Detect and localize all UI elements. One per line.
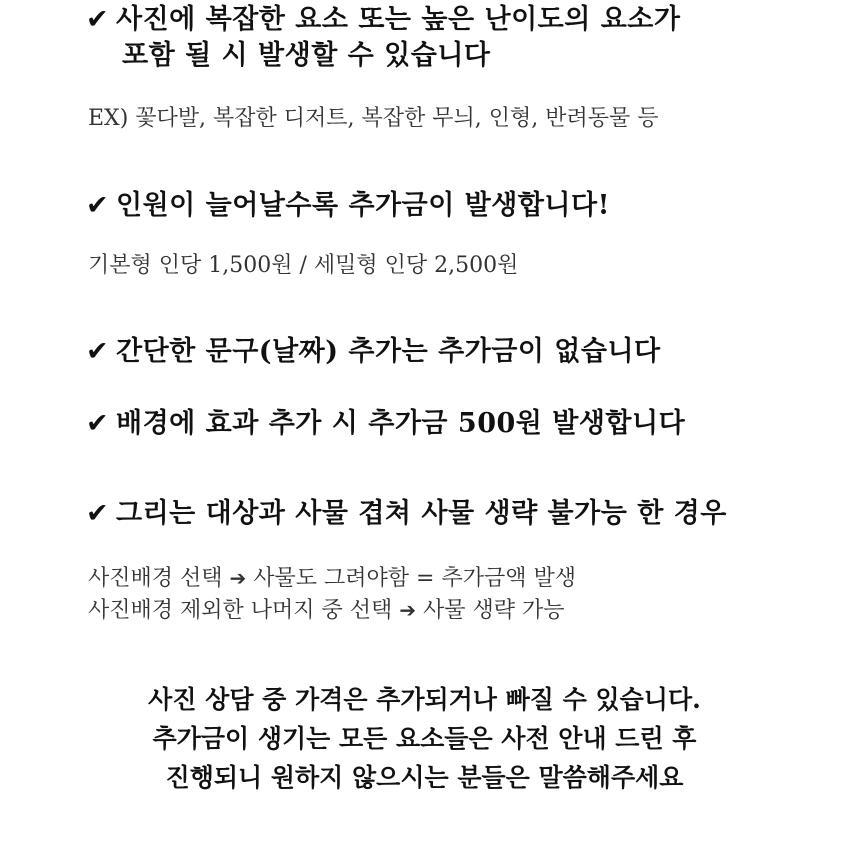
notice-line-2: 추가금이 생기는 모든 요소들은 사전 안내 드린 후 [152,724,697,753]
closing-notice [0,680,849,797]
result-omit-object: 사물 생략 가능 [423,598,565,623]
result-extra-charge: 사물도 그려야함 = 추가금액 발생 [253,566,576,591]
section-4-heading [86,406,685,442]
arrow-right-icon: ➔ [229,566,247,590]
section-2-heading [86,188,610,224]
check-icon: ✔ [86,408,110,439]
option-photo-background: 사진배경 선택 [88,566,223,591]
check-icon: ✔ [86,498,110,529]
section-3-heading [86,334,661,370]
section-1-title-line1: 사진에 복잡한 요소 또는 높은 난이도의 요소가 [116,4,681,35]
section-1-title-line2: 포함 될 시 발생할 수 있습니다 [122,40,491,71]
notice-line-1: 사진 상담 중 가격은 추가되거나 빠질 수 있습니다. [148,685,701,714]
section-3-title: 간단한 문구(날짜) 추가는 추가금이 없습니다 [116,336,661,367]
check-icon: ✔ [86,4,110,35]
section-5-title: 그리는 대상과 사물 겹쳐 사물 생략 불가능 한 경우 [116,498,727,529]
check-icon: ✔ [86,336,110,367]
section-5-heading [86,496,727,532]
section-2-detail: 기본형 인당 1,500원 / 세밀형 인당 2,500원 [88,253,519,278]
section-2-title: 인원이 늘어날수록 추가금이 발생합니다! [116,190,610,221]
section-1-detail: EX) 꽃다발, 복잡한 디저트, 복잡한 무늬, 인형, 반려동물 등 [88,106,659,131]
check-icon: ✔ [86,190,110,221]
section-5-detail-line1 [88,562,576,595]
notice-line-3: 진행되니 원하지 않으시는 분들은 말씀해주세요 [165,763,684,792]
option-other-background: 사진배경 제외한 나머지 중 선택 [88,598,393,623]
arrow-right-icon: ➔ [399,598,417,622]
section-4-title: 배경에 효과 추가 시 추가금 500원 발생합니다 [116,408,686,439]
section-1-heading [86,2,680,74]
section-5-detail-line2 [88,594,565,627]
